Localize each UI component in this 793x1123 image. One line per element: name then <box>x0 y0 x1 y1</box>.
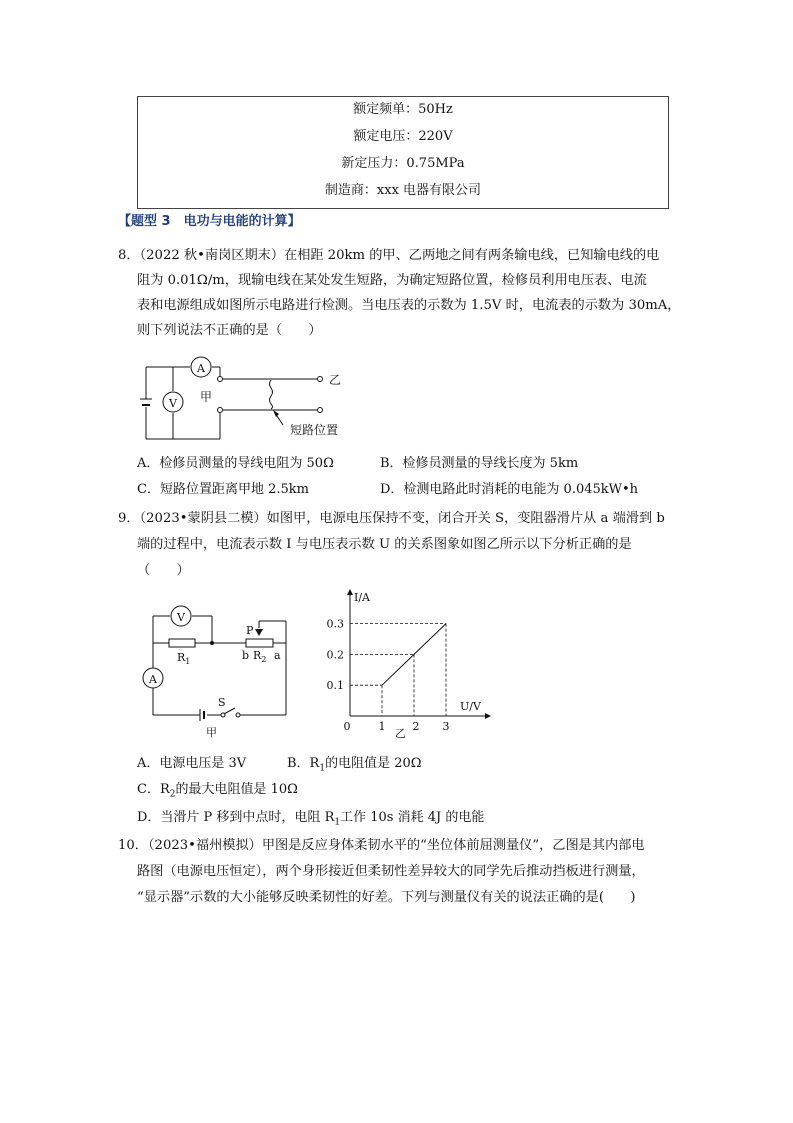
spec-row-pressure: 新定压力：0.75MPa <box>341 156 465 171</box>
y-tick-label: 0.3 <box>326 617 344 631</box>
x-axis-arrow <box>485 713 491 719</box>
x-tick-label: 1 <box>378 720 386 733</box>
r1-label: $R_1$ <box>177 651 191 666</box>
q9-option-d: D．当滑片 P 移到中点时，电阻 $R_1$工作 10s 消耗 4J 的电能 <box>137 810 485 828</box>
label-yi: 乙 <box>329 373 342 387</box>
q8-option-a: A．检修员测量的导线电阻为 50Ω <box>137 456 334 471</box>
q8-circuit-diagram <box>130 350 370 446</box>
spec-row-manufacturer: 制造商：xxx 电器有限公司 <box>324 183 482 198</box>
graph-caption-yi: 乙 <box>395 727 406 740</box>
q8-line-4: 则下列说法不正确的是（ ） <box>137 323 322 338</box>
x-axis-label: U/V <box>460 700 481 713</box>
y-axis-label: I/A <box>354 591 370 604</box>
q8-option-c: C．短路位置距离甲地 2.5km <box>137 482 309 497</box>
y-tick-label: 0.2 <box>326 648 344 662</box>
q8-line-2: 阻为 0.01Ω/m，现输电线在某处发生短路，为确定短路位置，检修员利用电压表、电流 <box>137 273 647 288</box>
x-tick-label: 0 <box>343 720 351 733</box>
r2-label: $R_2$ <box>253 649 267 664</box>
q10-line-1: 10．（2023•福州模拟）甲图是反应身体柔韧水平的“坐位体前屈测量仪”，乙图是其内部电 <box>118 838 645 853</box>
q9-line-3: （ ） <box>137 563 190 578</box>
a-end-label: a <box>274 649 281 662</box>
y-axis-arrow <box>347 589 353 595</box>
spec-row-voltage: 额定电压：220V <box>353 129 453 144</box>
q9-option-a: A．电源电压是 3V <box>137 756 247 771</box>
x-tick-label: 3 <box>442 720 450 733</box>
q8-option-b: B．检修员测量的导线长度为 5km <box>380 456 579 471</box>
switch-label: S <box>218 696 226 709</box>
voltmeter-label: V <box>169 397 177 410</box>
section-title: 【题型 3 电功与电能的计算】 <box>118 214 301 229</box>
label-jia: 甲 <box>200 390 213 404</box>
q9-option-c: C．$R_2$的最大电阻值是 10Ω <box>137 782 298 800</box>
q8-line-3: 表和电源组成如图所示电路进行检测。当电压表的示数为 1.5V 时，电流表的示数为 30mA， <box>137 298 681 313</box>
q10-line-2: 路图（电源电压恒定），两个身形接近但柔韧性差异较大的同学先后推动挡板进行测量， <box>137 864 645 879</box>
ammeter-label: A <box>197 362 205 375</box>
q10-line-3: “显示器”示数的大小能够反映柔韧性的好差。下列与测量仪有关的说法正确的是( ) <box>137 890 636 905</box>
q9-voltmeter-label: V <box>177 611 185 624</box>
x-tick-label: 2 <box>412 720 420 733</box>
q9-line-1: 9．（2023•蒙阴县二模）如图甲，电源电压保持不变，闭合开关 S，变阻器滑片从 a 端滑到 b <box>118 511 665 526</box>
slider-label: P <box>246 624 254 637</box>
q9-option-b: B．$R_1$的电阻值是 20Ω <box>287 756 422 774</box>
q8-option-d: D．检测电路此时消耗的电能为 0.045kW•h <box>380 482 639 497</box>
q9-ammeter-label: A <box>149 673 157 686</box>
spec-table <box>137 96 669 209</box>
label-short-position: 短路位置 <box>290 423 339 437</box>
q9-caption-jia: 甲 <box>206 726 217 739</box>
b-end-label: b <box>242 649 250 662</box>
spec-row-frequency: 额定频单：50Hz <box>353 102 453 117</box>
iv-graph <box>320 585 500 745</box>
q8-line-1: 8．（2022 秋•南岗区期末）在相距 20km 的甲、乙两地之间有两条输电线，已知输电线的电 <box>118 248 660 263</box>
q9-line-2: 端的过程中，电流表示数 I 与电压表示数 U 的关系图象如图乙所示以下分析正确的是 <box>137 537 632 552</box>
y-tick-label: 0.1 <box>326 679 344 693</box>
q9-circuit-diagram <box>135 598 305 740</box>
